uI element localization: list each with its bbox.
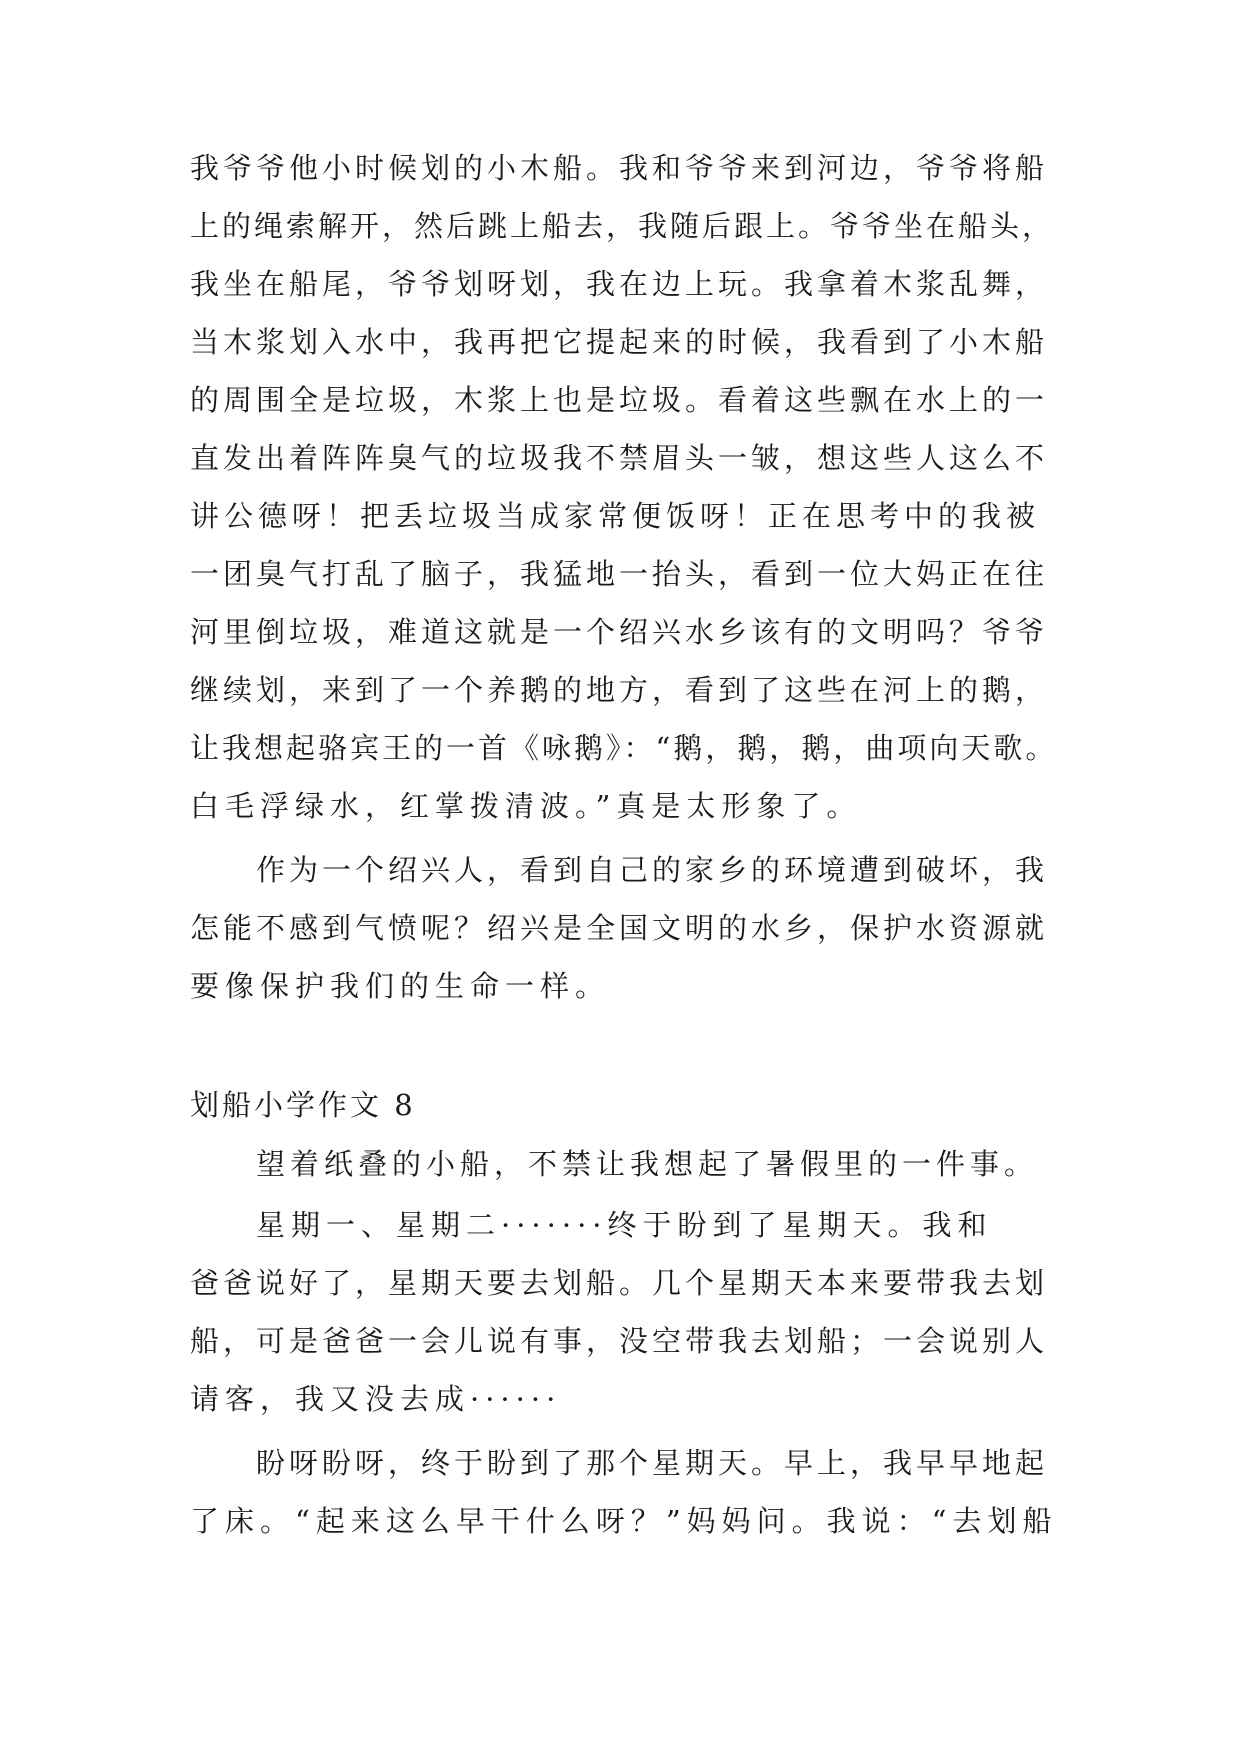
paragraph-1-line-6: 直发出着阵阵臭气的垃圾我不禁眉头一皱，想这些人这么不 <box>190 441 1049 475</box>
paragraph-1-line-12: 白毛浮绿水，红掌拨清波。”真是太形象了。 <box>190 789 862 823</box>
paragraph-4-line-1: 星期一、星期二·······终于盼到了星期天。我和 <box>256 1208 993 1242</box>
document-body <box>190 0 1060 1754</box>
paragraph-3-line-1: 望着纸叠的小船，不禁让我想起了暑假里的一件事。 <box>256 1147 1039 1181</box>
paragraph-1-line-7: 讲公德呀！把丢垃圾当成家常便饭呀！正在思考中的我被 <box>190 499 1041 533</box>
paragraph-5-line-2: 了床。“起来这么早干什么呀？”妈妈问。我说：“去划船 <box>190 1504 1058 1538</box>
paragraph-1-line-11: 让我想起骆宾王的一首《咏鹅》：“鹅，鹅，鹅，曲项向天歌。 <box>190 731 1058 765</box>
paragraph-1-line-8: 一团臭气打乱了脑子，我猛地一抬头，看到一位大妈正在往 <box>190 557 1049 591</box>
paragraph-2-line-1: 作为一个绍兴人，看到自己的家乡的环境遭到破坏，我 <box>256 853 1049 887</box>
paragraph-4-line-2: 爸爸说好了，星期天要去划船。几个星期天本来要带我去划 <box>190 1266 1049 1300</box>
paragraph-1-line-1: 我爷爷他小时候划的小木船。我和爷爷来到河边，爷爷将船 <box>190 151 1049 185</box>
paragraph-4-line-4: 请客，我又没去成······ <box>190 1382 562 1416</box>
paragraph-2-line-3: 要像保护我们的生命一样。 <box>190 969 611 1003</box>
paragraph-5-line-1: 盼呀盼呀，终于盼到了那个星期天。早上，我早早地起 <box>256 1446 1049 1480</box>
paragraph-2-line-2: 怎能不感到气愤呢？绍兴是全国文明的水乡，保护水资源就 <box>190 911 1049 945</box>
paragraph-1-line-4: 当木浆划入水中，我再把它提起来的时候，我看到了小木船 <box>190 325 1049 359</box>
paragraph-4-line-3: 船，可是爸爸一会儿说有事，没空带我去划船；一会说别人 <box>190 1324 1049 1358</box>
paragraph-1-line-3: 我坐在船尾，爷爷划呀划，我在边上玩。我拿着木浆乱舞， <box>190 267 1049 301</box>
paragraph-1-line-2: 上的绳索解开，然后跳上船去，我随后跟上。爷爷坐在船头， <box>190 209 1055 243</box>
section-title: 划船小学作文 8 <box>190 1088 416 1122</box>
paragraph-1-line-10: 继续划，来到了一个养鹅的地方，看到了这些在河上的鹅， <box>190 673 1049 707</box>
paragraph-1-line-5: 的周围全是垃圾，木浆上也是垃圾。看着这些飘在水上的一 <box>190 383 1049 417</box>
paragraph-1-line-9: 河里倒垃圾，难道这就是一个绍兴水乡该有的文明吗？爷爷 <box>190 615 1049 649</box>
